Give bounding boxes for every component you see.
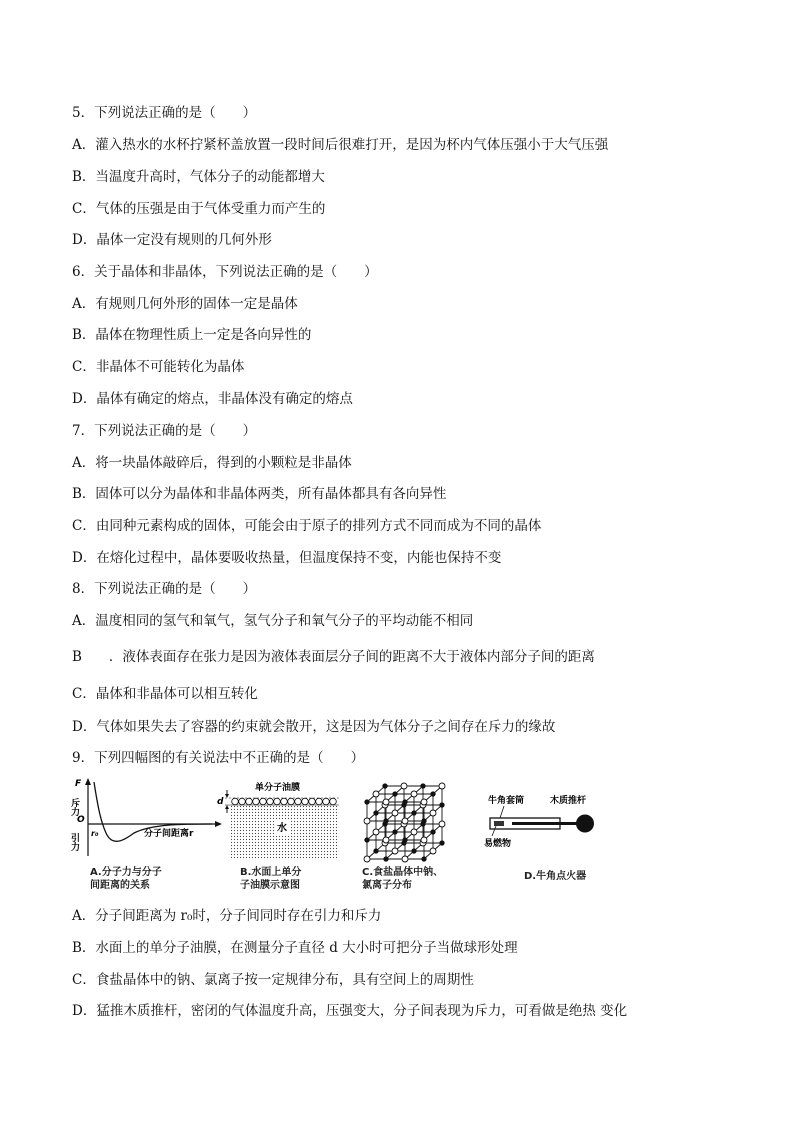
sodium-ion bbox=[393, 830, 397, 834]
question-9-option-a: A．分子间距离为 r₀时，分子间同时存在引力和斥力 bbox=[72, 908, 382, 924]
chloride-ion bbox=[421, 799, 427, 805]
chloride-ion bbox=[439, 821, 445, 827]
sodium-ion bbox=[384, 819, 388, 823]
figure-d-fire-piston bbox=[482, 792, 602, 862]
question-8-stem: 8．下列说法正确的是（ ） bbox=[72, 581, 257, 597]
sodium-ion bbox=[412, 849, 416, 853]
sodium-ion bbox=[393, 792, 397, 796]
chloride-ion bbox=[402, 818, 408, 824]
figure-a-y-axis-label: F bbox=[75, 779, 82, 789]
question-9-stem: 9．下列四幅图的有关说法中不正确的是（ ） bbox=[72, 750, 365, 766]
question-9-figure bbox=[69, 778, 672, 891]
chloride-ion bbox=[364, 818, 370, 824]
figure-a-r0-label: r₀ bbox=[91, 829, 99, 838]
question-8-option-a: A．温度相同的氢气和氧气，氢气分子和氧气分子的平均动能不相同 bbox=[72, 613, 474, 629]
oil-molecule bbox=[323, 798, 330, 805]
question-6-option-c: C．非晶体不可能转化为晶体 bbox=[72, 359, 245, 375]
sodium-ion bbox=[422, 857, 426, 861]
figure-a-x-axis-label: 分子间距离r bbox=[144, 829, 194, 839]
question-7-option-b: B．固体可以分为晶体和非晶体两类，所有晶体都具有各向异性 bbox=[72, 486, 447, 502]
sodium-ion bbox=[383, 784, 387, 788]
chloride-ion bbox=[411, 829, 417, 835]
oil-molecule bbox=[281, 798, 288, 805]
chloride-ion bbox=[383, 837, 389, 843]
question-9-option-b: B．水面上的单分子油膜，在测量分子直径 d 大小时可把分子当做球形处理 bbox=[72, 940, 518, 956]
oil-molecule bbox=[316, 798, 323, 805]
sodium-ion bbox=[440, 841, 444, 845]
figure-d-rod-label: 木质推杆 bbox=[550, 796, 587, 806]
sodium-ion bbox=[374, 811, 378, 815]
figure-d-caption: D.牛角点火器 bbox=[524, 871, 587, 882]
chloride-ion bbox=[373, 829, 379, 835]
sodium-ion bbox=[440, 803, 444, 807]
sodium-ion bbox=[365, 800, 369, 804]
figure-b-caption-line1: B.水面上单分 bbox=[240, 867, 302, 878]
chloride-ion bbox=[439, 783, 445, 789]
oil-molecule bbox=[246, 798, 253, 805]
question-5-option-d: D．晶体一定没有规则的几何外形 bbox=[72, 232, 272, 248]
chloride-ion bbox=[430, 810, 436, 816]
figure-c-caption-line1: C.食盐晶体中钠、 bbox=[362, 867, 444, 878]
oil-molecule bbox=[295, 798, 302, 805]
figure-a-repulsion-label: 斥力 bbox=[69, 798, 79, 816]
sodium-ion bbox=[412, 811, 416, 815]
figure-b-water-label: 水 bbox=[277, 823, 287, 834]
oil-molecule bbox=[309, 798, 316, 805]
question-7-option-d: D．在熔化过程中，晶体要吸收热量，但温度保持不变，内能也保持不变 bbox=[72, 550, 502, 566]
figure-a-origin-label: O bbox=[77, 815, 85, 825]
oil-molecule bbox=[239, 798, 246, 805]
question-6-stem: 6．关于晶体和非晶体，下列说法正确的是（ ） bbox=[72, 264, 378, 280]
question-7-stem: 7．下列说法正确的是（ ） bbox=[72, 423, 257, 439]
question-5-option-c: C．气体的压强是由于气体受重力而产生的 bbox=[72, 201, 326, 217]
figure-b-film-label: 单分子油膜 bbox=[255, 783, 301, 793]
sodium-ion bbox=[421, 784, 425, 788]
oil-molecule bbox=[302, 798, 309, 805]
sodium-ion bbox=[384, 857, 388, 861]
question-8-option-c: C．晶体和非晶体可以相互转化 bbox=[72, 686, 258, 702]
chloride-ion bbox=[401, 783, 407, 789]
question-8-option-b: B ．液体表面存在张力是因为液体表面层分子间的距离不大于液体内部分子间的距离 bbox=[72, 649, 595, 665]
figure-b-caption-line2: 子油膜示意图 bbox=[240, 880, 300, 891]
oil-molecule bbox=[267, 798, 274, 805]
sodium-ion bbox=[431, 830, 435, 834]
question-5-option-b: B．当温度升高时，气体分子的动能都增大 bbox=[72, 169, 325, 185]
question-6-option-b: B．晶体在物理性质上一定是各向异性的 bbox=[72, 327, 312, 343]
question-6-option-a: A．有规则几何外形的固体一定是晶体 bbox=[72, 296, 298, 312]
question-9-option-c: C．食盐晶体中的钠、氯离子按一定规律分布，具有空间上的周期性 bbox=[72, 972, 474, 988]
oil-molecule bbox=[232, 798, 239, 805]
question-5-option-a: A．灌入热水的水杯拧紧杯盖放置一段时间后很难打开，是因为杯内气体压强小于大气压强 bbox=[72, 137, 609, 153]
question-5-stem: 5．下列说法正确的是（ ） bbox=[72, 105, 257, 121]
oil-molecule bbox=[288, 798, 295, 805]
figure-c-caption-line2: 氯离子分布 bbox=[362, 880, 412, 891]
sodium-ion bbox=[365, 838, 369, 842]
figure-a-caption-line1: A.分子力与分子 bbox=[90, 867, 162, 878]
sodium-ion bbox=[374, 849, 378, 853]
figure-b-oil-film bbox=[215, 778, 345, 862]
question-7-option-a: A．将一块晶体敲碎后，得到的小颗粒是非晶体 bbox=[72, 455, 352, 471]
figure-c-salt-lattice bbox=[357, 778, 467, 864]
figure-a-caption-line2: 间距离的关系 bbox=[90, 880, 150, 891]
sodium-ion bbox=[403, 800, 407, 804]
chloride-ion bbox=[421, 837, 427, 843]
chloride-ion bbox=[383, 799, 389, 805]
figure-d-fuel-label: 易燃物 bbox=[484, 839, 512, 849]
question-8-option-d: D．气体如果失去了容器的约束就会散开，这是因为气体分子之间存在斥力的缘故 bbox=[72, 719, 556, 735]
question-6-option-d: D．晶体有确定的熔点，非晶体没有确定的熔点 bbox=[72, 391, 353, 407]
sodium-ion bbox=[403, 838, 407, 842]
figure-a-force-graph bbox=[69, 778, 222, 862]
sodium-ion bbox=[422, 819, 426, 823]
chloride-ion bbox=[430, 848, 436, 854]
sodium-ion bbox=[431, 792, 435, 796]
figure-b-d-label: d bbox=[217, 797, 224, 807]
figure-b-molecules bbox=[232, 798, 337, 805]
chloride-ion bbox=[373, 791, 379, 797]
figure-a-attraction-label: 引力 bbox=[69, 833, 79, 851]
chloride-ion bbox=[392, 848, 398, 854]
question-9-option-d: D．猛推木质推杆，密闭的气体温度升高，压强变大，分子间表现为斥力，可看做是绝热 变化 bbox=[72, 1003, 628, 1019]
question-7-option-c: C．由同种元素构成的固体，可能会由于原子的排列方式不同而成为不同的晶体 bbox=[72, 518, 542, 534]
chloride-ion bbox=[402, 856, 408, 862]
oil-molecule bbox=[274, 798, 281, 805]
chloride-ion bbox=[364, 856, 370, 862]
figure-d-sleeve-label: 牛角套筒 bbox=[488, 796, 525, 806]
oil-molecule bbox=[330, 798, 337, 805]
chloride-ion bbox=[411, 791, 417, 797]
chloride-ion bbox=[392, 810, 398, 816]
oil-molecule bbox=[253, 798, 260, 805]
oil-molecule bbox=[260, 798, 267, 805]
